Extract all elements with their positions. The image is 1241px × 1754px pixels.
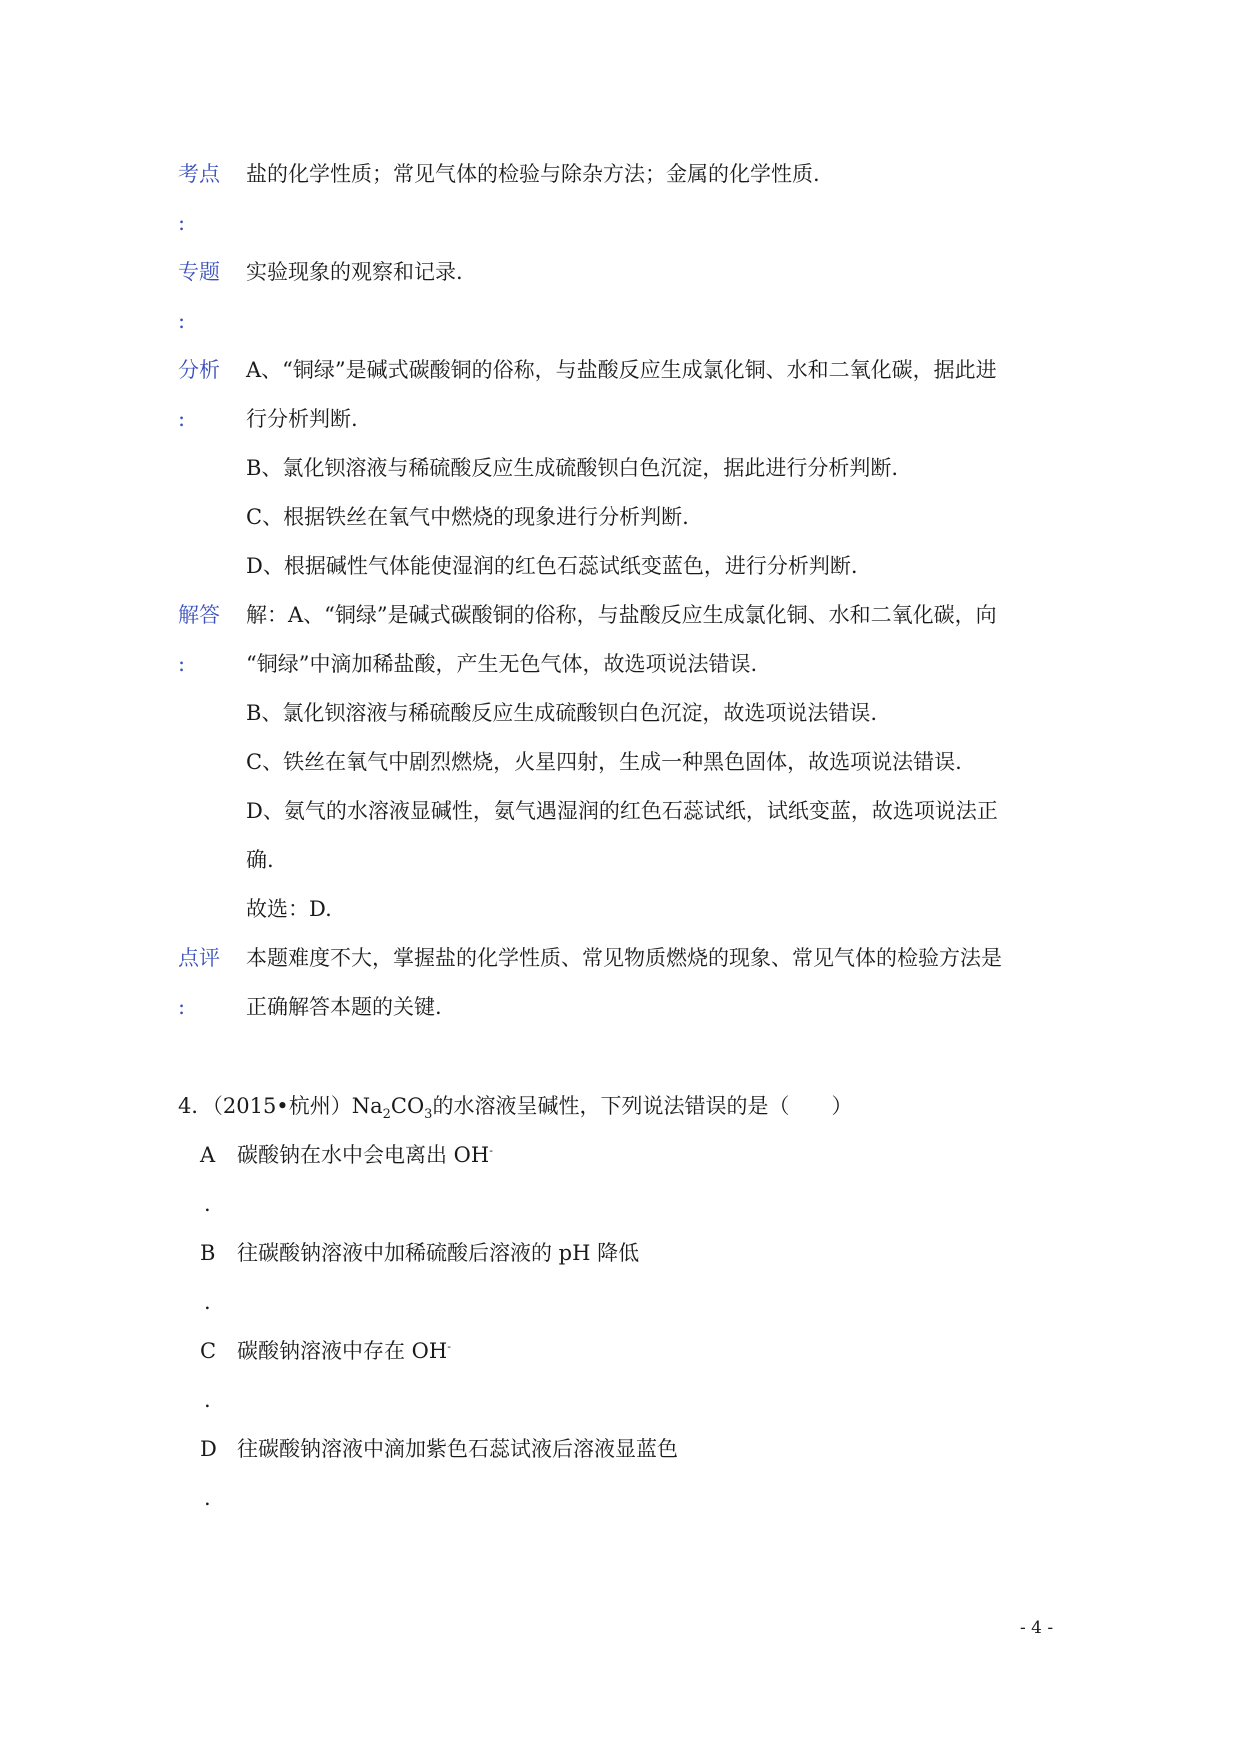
option-a[interactable] <box>200 1131 960 1229</box>
label-text: 解答 <box>178 603 220 627</box>
option-d[interactable] <box>200 1425 960 1523</box>
option-dot: . <box>204 1388 211 1412</box>
superscript: - <box>447 1340 451 1353</box>
option-b[interactable] <box>200 1229 960 1327</box>
option-c[interactable] <box>200 1327 960 1425</box>
option-text: 往碳酸钠溶液中滴加紫色石蕊试液后溶液显蓝色 <box>237 1437 678 1461</box>
section-body <box>246 591 1030 934</box>
body-line: D、根据碱性气体能使湿润的红色石蕊试纸变蓝色，进行分析判断. <box>246 554 858 578</box>
question-mid: CO <box>390 1094 425 1118</box>
option-text: 往碳酸钠溶液中加稀硫酸后溶液的 pH 降低 <box>237 1241 640 1265</box>
section-body <box>246 346 1030 591</box>
label-colon: : <box>178 211 186 235</box>
section-fenxi <box>178 346 1038 591</box>
body-line: B、氯化钡溶液与稀硫酸反应生成硫酸钡白色沉淀，据此进行分析判断. <box>246 456 899 480</box>
body-line: 实验现象的观察和记录. <box>246 260 463 284</box>
body-line: 盐的化学性质；常见气体的检验与除杂方法；金属的化学性质. <box>246 162 820 186</box>
section-label <box>178 150 238 248</box>
body-line: 解：A、“铜绿”是碱式碳酸铜的俗称，与盐酸反应生成氯化铜、水和二氧化碳，向 <box>246 603 997 627</box>
section-body <box>246 150 1030 199</box>
label-colon: : <box>178 309 186 333</box>
option-dot: . <box>204 1290 211 1314</box>
body-line: 行分析判断. <box>246 407 358 431</box>
body-line: C、根据铁丝在氧气中燃烧的现象进行分析判断. <box>246 505 689 529</box>
body-line: B、氯化钡溶液与稀硫酸反应生成硫酸钡白色沉淀，故选项说法错误. <box>246 701 878 725</box>
section-label <box>178 591 238 689</box>
question-suffix: 的水溶液呈碱性，下列说法错误的是（ ） <box>432 1094 853 1118</box>
option-dot: . <box>204 1192 211 1216</box>
body-line: 故选：D. <box>246 897 332 921</box>
section-kaodian <box>178 150 1038 248</box>
subscript-3: 3 <box>424 1107 433 1123</box>
label-text: 考点 <box>178 162 220 186</box>
body-line: D、氨气的水溶液显碱性，氨气遇湿润的红色石蕊试纸，试纸变蓝，故选项说法正 <box>246 799 998 823</box>
label-text: 分析 <box>178 358 220 382</box>
option-letter: A <box>200 1143 216 1167</box>
question-prefix: 4．（2015•杭州）Na <box>178 1094 383 1118</box>
option-dot: . <box>204 1486 211 1510</box>
question-stem <box>178 1082 1038 1131</box>
option-letter: D <box>200 1437 217 1461</box>
option-text: 碳酸钠在水中会电离出 OH <box>237 1143 490 1167</box>
body-line: C、铁丝在氧气中剧烈燃烧，火星四射，生成一种黑色固体，故选项说法错误. <box>246 750 962 774</box>
section-label <box>178 346 238 444</box>
label-colon: : <box>178 407 186 431</box>
superscript: - <box>489 1144 493 1157</box>
subscript-2: 2 <box>382 1107 391 1123</box>
option-letter: C <box>200 1339 217 1363</box>
section-dianping <box>178 934 1038 1032</box>
label-text: 点评 <box>178 946 220 970</box>
section-zhuanti <box>178 248 1038 346</box>
section-label <box>178 248 238 346</box>
section-label <box>178 934 238 1032</box>
section-body <box>246 248 1030 297</box>
label-colon: : <box>178 652 186 676</box>
body-line: 确. <box>246 848 274 872</box>
option-text: 碳酸钠溶液中存在 OH <box>237 1339 448 1363</box>
label-colon: : <box>178 995 186 1019</box>
section-body <box>246 934 1030 1032</box>
body-line: 正确解答本题的关键. <box>246 995 442 1019</box>
page-number: - 4 - <box>1020 1618 1054 1638</box>
body-line: “铜绿”中滴加稀盐酸，产生无色气体，故选项说法错误. <box>246 652 758 676</box>
label-text: 专题 <box>178 260 220 284</box>
section-jieda <box>178 591 1038 934</box>
body-line: 本题难度不大，掌握盐的化学性质、常见物质燃烧的现象、常见气体的检验方法是 <box>246 946 1002 970</box>
option-letter: B <box>200 1241 216 1265</box>
body-line: A、“铜绿”是碱式碳酸铜的俗称，与盐酸反应生成氯化铜、水和二氧化碳，据此进 <box>246 358 997 382</box>
